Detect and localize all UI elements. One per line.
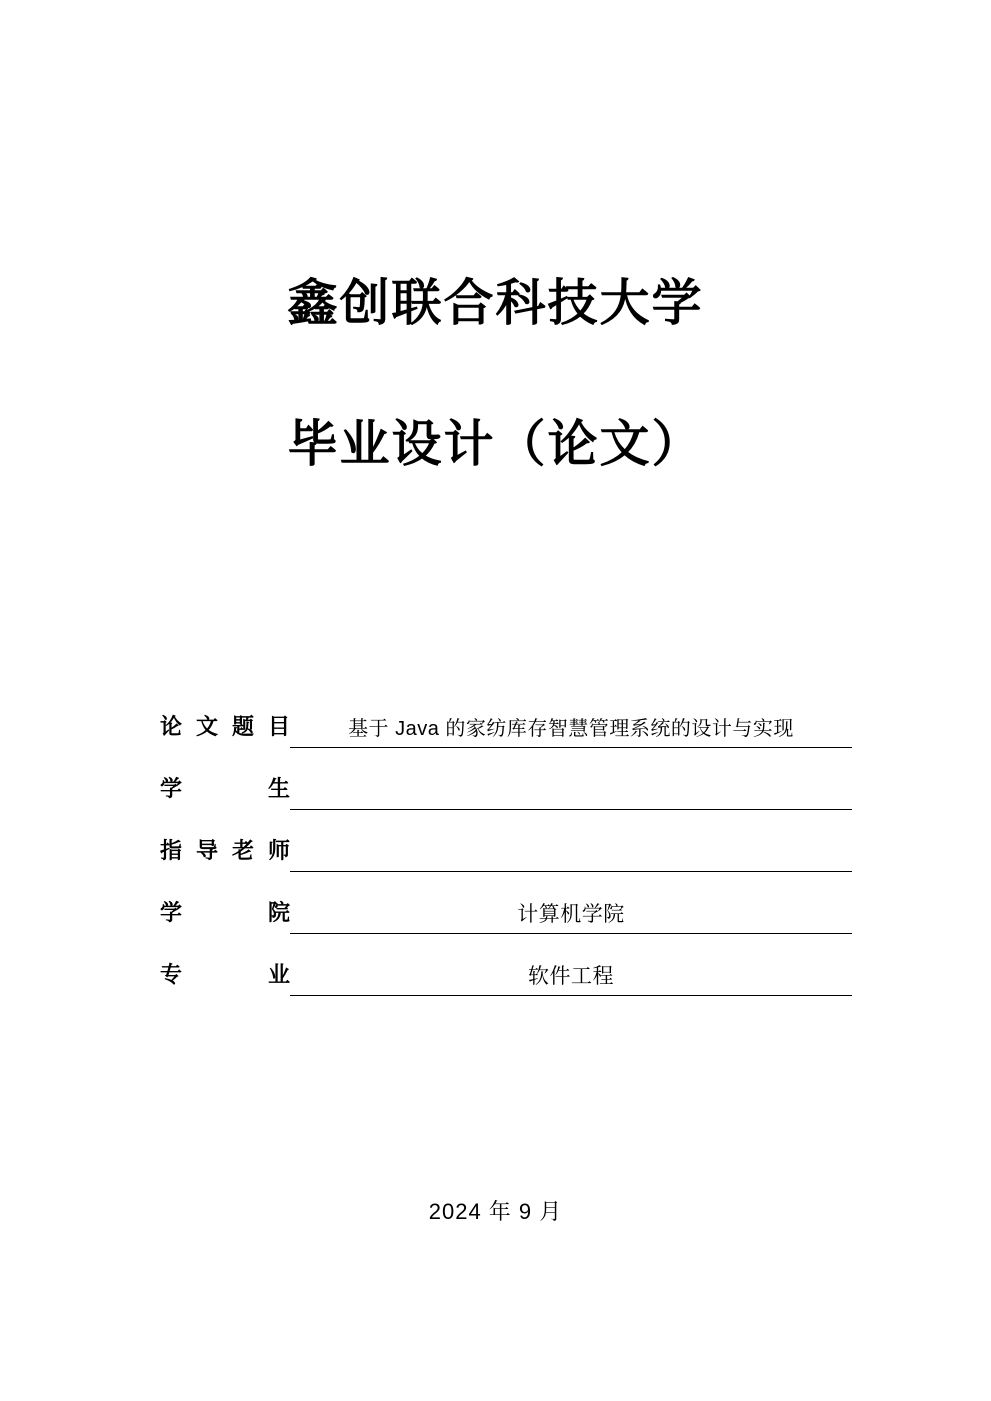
cover-date: 2024 年 9 月 [428,1199,563,1224]
label-char: 业 [267,962,290,987]
field-row-advisor-name [160,810,852,872]
label-char: 生 [267,776,290,801]
field-row-thesis-title [160,686,852,748]
field-row-college [160,872,852,934]
label-char: 文 [195,714,218,739]
label-char: 老 [231,838,254,863]
label-char: 论 [160,714,183,739]
label-college [160,902,290,934]
value-advisor-name[interactable] [290,846,852,872]
cover-title-block [0,272,991,475]
label-char: 专 [160,962,183,987]
label-char: 目 [267,714,290,739]
label-char: 导 [195,838,218,863]
label-char: 学 [160,776,183,801]
label-char: 学 [160,900,183,925]
value-student-name[interactable] [290,784,852,810]
cover-fields [160,686,852,996]
document-type-title: 毕业设计（论文） [287,415,704,472]
field-row-student-name [160,748,852,810]
value-thesis-title[interactable]: 基于 Java 的家纺库存智慧管理系统的设计与实现 [290,719,852,748]
value-major[interactable]: 软件工程 [290,966,852,996]
label-thesis-title [160,716,290,748]
label-major [160,964,290,996]
university-name: 鑫创联合科技大学 [287,275,704,331]
label-student-name [160,778,290,810]
label-char: 师 [267,838,290,863]
label-char: 题 [231,714,254,739]
label-char: 院 [267,900,290,925]
label-char: 指 [160,838,183,863]
value-college[interactable]: 计算机学院 [290,904,852,934]
field-row-major [160,934,852,996]
label-advisor-name [160,840,290,872]
